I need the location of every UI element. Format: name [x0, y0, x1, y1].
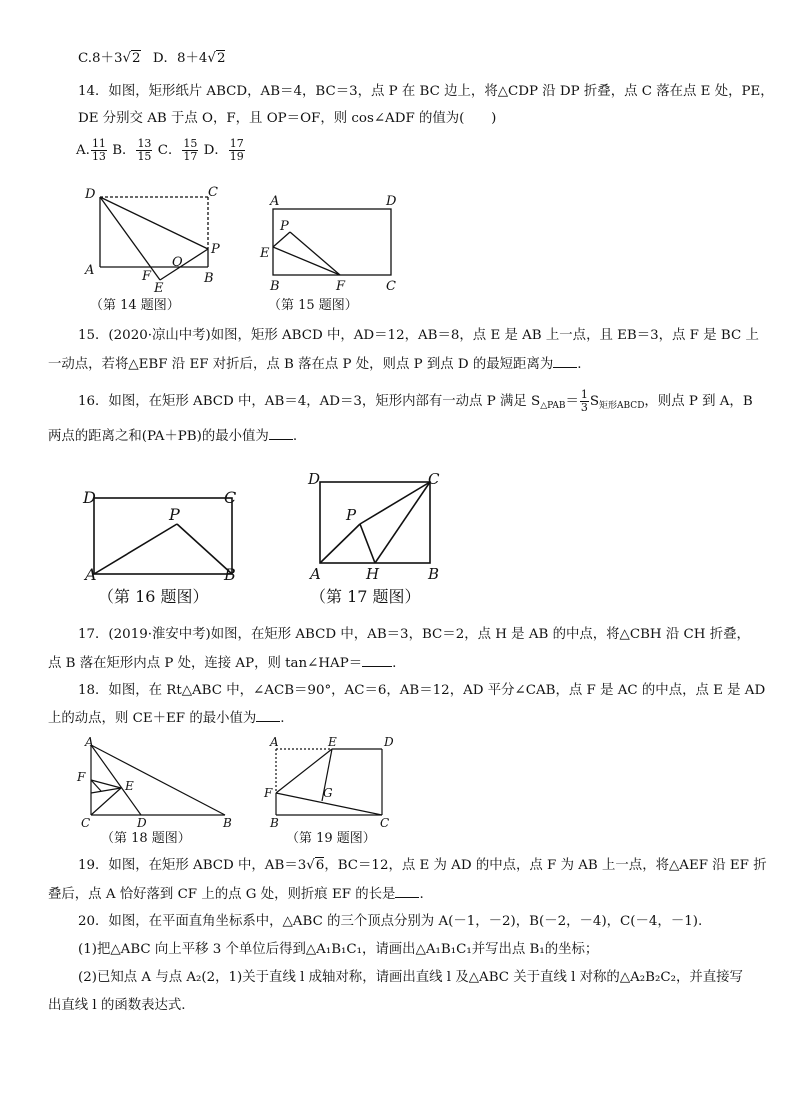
fig16-rectangle — [94, 498, 232, 574]
fig14-label-o: O — [172, 255, 183, 270]
fig18-label-c: C — [81, 816, 91, 830]
fig17-label-d: D — [308, 470, 321, 488]
fig18-label-e: E — [125, 779, 134, 793]
fig15-label-d: D — [386, 194, 397, 209]
fig14-label-b: B — [204, 271, 214, 286]
fig19-label-a: A — [270, 735, 279, 749]
sqrt-symbol: √ — [122, 51, 132, 66]
fig15-label-a: A — [270, 194, 280, 209]
fig15-line-ef — [273, 247, 340, 275]
fig15-label-f: F — [336, 279, 346, 294]
sqrt-symbol: √ — [306, 858, 315, 873]
denominator: 19 — [229, 150, 244, 163]
fig15-caption: （第 15 题图） — [268, 298, 358, 313]
q13-option-c-root: 2 — [132, 51, 141, 66]
q18-line2 — [48, 709, 285, 728]
numerator: 11 — [91, 137, 106, 150]
fig17-label-h: H — [366, 565, 380, 583]
q16-line1-end: ，则点 P 到 A，B — [644, 394, 753, 409]
answer-blank — [553, 355, 577, 368]
figure-14-svg — [80, 182, 230, 317]
fig15-label-e: E — [260, 246, 270, 261]
denominator: 3 — [580, 401, 588, 414]
numerator: 13 — [137, 137, 152, 150]
q14-option-b-fraction — [136, 138, 152, 163]
numerator: 1 — [580, 388, 588, 401]
q17-line2-text: 点 B 落在矩形内点 P 处，连接 AP，则 tan∠HAP＝ — [48, 656, 363, 671]
fig16-label-p: P — [169, 505, 180, 524]
answer-blank — [269, 427, 293, 440]
q19-line1-end: ，BC＝12，点 E 为 AD 的中点，点 F 为 AB 上一点，将△AEF 沿 EF 折 — [324, 858, 767, 873]
figure-18-svg — [75, 735, 245, 847]
fig16-label-a: A — [85, 565, 97, 584]
fig15-line-ep — [273, 232, 290, 247]
q16-line1-text: 16．如图，在矩形 ABCD 中，AB＝4，AD＝3，矩形内部有一动点 P 满足 S — [78, 394, 541, 409]
q20-line2: (1)把△ABC 向上平移 3 个单位后得到△A₁B₁C₁，请画出△A₁B₁C₁并写出点 B₁的坐标； — [78, 942, 599, 957]
numerator: 17 — [229, 137, 244, 150]
q14-option-a-label: A. — [76, 143, 90, 158]
figure-17-svg — [302, 468, 452, 613]
q16-area-symbol: S — [589, 394, 600, 409]
fig17-line-hc — [375, 482, 430, 563]
q14-line1: 14．如图，矩形纸片 ABCD，AB＝4，BC＝3，点 P 在 BC 边上，将△CDP 沿 DP 折叠，点 C 落在点 E 处，PE， — [78, 84, 774, 99]
fig15-line-pf — [290, 232, 340, 275]
q14-option-d-fraction — [229, 138, 245, 163]
fig17-label-a: A — [310, 565, 321, 583]
fig14-caption: （第 14 题图） — [90, 298, 180, 313]
q13-option-d-value: 8＋4 — [176, 51, 208, 66]
fig16-label-d: D — [83, 488, 96, 507]
fig14-label-e: E — [154, 281, 164, 296]
figure-16 — [80, 482, 250, 612]
fig19-label-e: E — [328, 735, 337, 749]
q13-option-d-label: D． — [152, 51, 177, 66]
fig18-label-f: F — [77, 770, 86, 784]
answer-blank — [256, 709, 280, 722]
figure-17 — [302, 468, 452, 613]
fig19-label-c: C — [380, 816, 390, 830]
q14-option-a-fraction — [91, 138, 107, 163]
q19-line1 — [78, 857, 767, 875]
fig17-label-c: C — [428, 470, 440, 488]
fig17-label-b: B — [428, 565, 440, 583]
q16-line1 — [78, 389, 753, 415]
q19-line1-text: 19．如图，在矩形 ABCD 中，AB＝3 — [78, 858, 307, 873]
figure-19-svg — [258, 735, 408, 847]
fig14-label-d: D — [85, 187, 96, 202]
fig17-rectangle — [320, 482, 430, 563]
fig14-label-f: F — [142, 269, 152, 284]
q13-option-c-value: 8＋3 — [92, 51, 123, 66]
q19-line2-text: 叠后，点 A 恰好落到 CF 上的点 G 处，则折痕 EF 的长是 — [48, 887, 396, 902]
fig18-side-ab — [91, 745, 225, 815]
q15-line2-end: . — [577, 357, 582, 372]
q17-line2-end: . — [392, 656, 397, 671]
figure-15 — [258, 192, 408, 317]
q17-line2 — [48, 654, 396, 673]
denominator: 17 — [183, 150, 198, 163]
fig17-label-p: P — [346, 506, 357, 524]
q16-subscript-pab: △PAB — [540, 401, 566, 411]
q14-option-c-label: C． — [157, 143, 182, 158]
q16-subscript-rect: 矩形ABCD — [599, 401, 645, 411]
fig17-line-ap — [320, 524, 360, 563]
q16-equals: ＝ — [565, 394, 579, 409]
q14-option-c-fraction — [182, 138, 198, 163]
fig15-label-b: B — [270, 279, 280, 294]
q17-line1: 17．(2019·淮安中考)如图，在矩形 ABCD 中，AB＝3，BC＝2，点 H 是 AB 的中点，将△CBH 沿 CH 折叠， — [78, 627, 750, 642]
sqrt-symbol: √ — [207, 51, 216, 66]
fig18-caption: （第 18 题图） — [101, 831, 191, 846]
q15-line2 — [48, 355, 582, 374]
q15-line2-text: 一动点，若将△EBF 沿 EF 对折后，点 B 落在点 P 处，则点 P 到点 D 的最短距离为 — [48, 357, 554, 372]
q19-line2-end: . — [419, 887, 424, 902]
q13-options — [78, 50, 225, 68]
fig19-label-g: G — [323, 786, 333, 800]
figure-16-svg — [80, 482, 250, 612]
answer-blank — [362, 654, 392, 667]
q19-line2 — [48, 885, 424, 904]
fig15-label-p: P — [280, 219, 289, 234]
fig14-label-a: A — [85, 263, 95, 278]
fig14-line-ep — [160, 249, 208, 280]
q13-option-d-root: 2 — [216, 51, 226, 66]
figure-19 — [258, 735, 408, 847]
denominator: 13 — [91, 150, 106, 163]
answer-blank — [395, 885, 419, 898]
q20-line4: 出直线 l 的函数表达式. — [48, 998, 186, 1013]
figure-15-svg — [258, 192, 408, 317]
fig14-line-dp — [100, 197, 208, 249]
fig19-label-d: D — [384, 735, 394, 749]
fig16-label-b: B — [224, 565, 236, 584]
fig17-caption: （第 17 题图） — [310, 587, 421, 606]
figure-14 — [80, 182, 230, 317]
fig19-caption: （第 19 题图） — [286, 831, 376, 846]
numerator: 15 — [183, 137, 198, 150]
figure-18 — [75, 735, 245, 847]
q20-line3: (2)已知点 A 与点 A₂(2，1)关于直线 l 成轴对称，请画出直线 l 及△ABC 关于直线 l 对称的△A₂B₂C₂，并直接写 — [78, 970, 743, 985]
q16-fraction — [580, 389, 589, 414]
q19-root-value: 6 — [315, 858, 325, 873]
q15-line1: 15．(2020·凉山中考)如图，矩形 ABCD 中，AD＝12，AB＝8，点 E 是 AB 上一点，且 EB＝3，点 F 是 BC 上 — [78, 328, 759, 343]
q18-line1: 18．如图，在 Rt△ABC 中，∠ACB＝90°，AC＝6，AB＝12，AD 平分∠CAB，点 F 是 AC 的中点，点 E 是 AD — [78, 683, 766, 698]
fig18-label-a: A — [85, 735, 94, 749]
q14-options — [76, 138, 246, 163]
q13-option-c-label: C. — [78, 51, 93, 66]
fig17-line-pc — [360, 482, 430, 524]
fig14-label-p: P — [211, 242, 220, 257]
fig19-label-f: F — [264, 786, 273, 800]
q16-line2-text: 两点的距离之和(PA＋PB)的最小值为 — [48, 429, 269, 444]
q18-line2-text: 上的动点，则 CE＋EF 的最小值为 — [48, 711, 257, 726]
fig15-label-c: C — [386, 279, 396, 294]
fig16-line-ap — [94, 524, 177, 574]
q14-line2: DE 分别交 AB 于点 O，F，且 OP＝OF，则 cos∠ADF 的值为( ) — [78, 111, 497, 126]
q18-line2-end: . — [280, 711, 285, 726]
q16-line2-end: . — [292, 429, 298, 444]
fig19-label-b: B — [270, 816, 279, 830]
q14-option-d-label: D． — [203, 143, 228, 158]
fig16-label-c: C — [224, 488, 237, 507]
q16-line2 — [48, 427, 297, 446]
fig18-label-d: D — [137, 816, 147, 830]
q14-option-b-label: B． — [112, 143, 136, 158]
fig14-label-c: C — [208, 185, 218, 200]
denominator: 15 — [137, 150, 152, 163]
fig18-label-b: B — [223, 816, 232, 830]
fig17-line-ph — [360, 524, 375, 563]
q20-line1: 20．如图，在平面直角坐标系中，△ABC 的三个顶点分别为 A(－1，－2)，B(－2，－4)，C(－4，－1). — [78, 914, 703, 929]
fig16-caption: （第 16 题图） — [98, 587, 209, 606]
fig15-rectangle — [273, 209, 391, 275]
